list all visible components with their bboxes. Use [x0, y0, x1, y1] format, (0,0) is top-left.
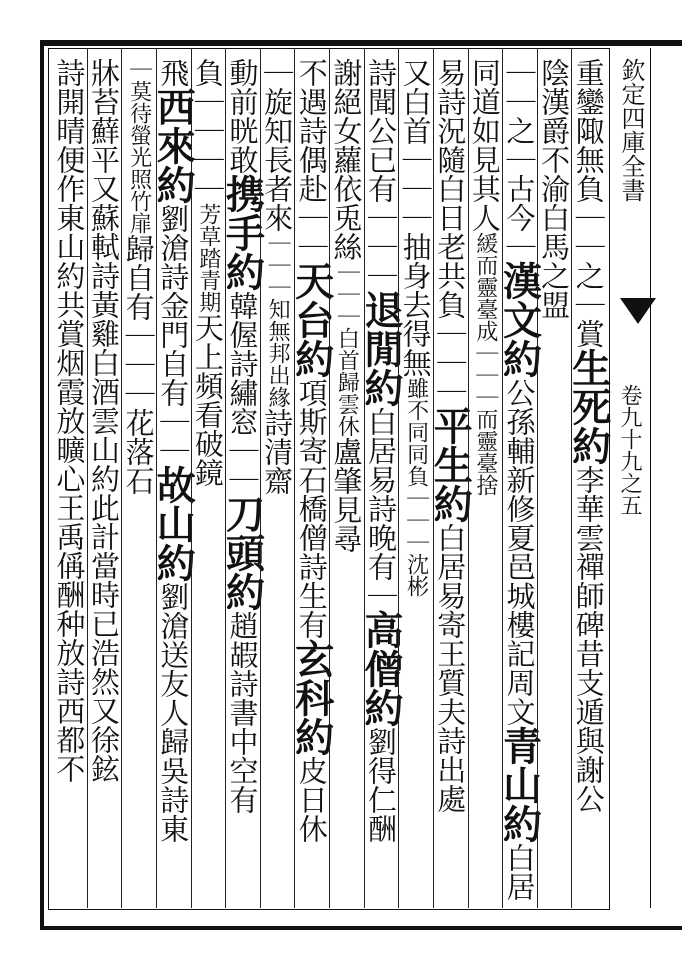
- text-run: 同道如見其人: [467, 58, 502, 232]
- text-run: 白居: [502, 843, 537, 901]
- text-run: ｜莫待螢光照竹扉: [126, 58, 152, 234]
- text-column: [357, 58, 404, 843]
- text-run: 緩而靈臺成｜｜｜而靈臺捨: [472, 232, 498, 496]
- column-rule: [433, 48, 434, 908]
- text-run: 白居易寄王質夫詩出處: [433, 523, 468, 813]
- entry-heading: 刀頭約: [219, 494, 266, 611]
- entry-heading: 西來約: [150, 87, 197, 204]
- text-run: 又白首｜｜｜抽身去得無: [398, 58, 433, 377]
- text-run: 雖不同同負｜｜｜沈彬: [403, 377, 429, 597]
- text-run: 詩聞公已有｜｜｜: [363, 58, 398, 290]
- column-rule: [121, 48, 122, 908]
- column-rule: [468, 48, 469, 908]
- column-rule: [329, 48, 330, 908]
- entry-heading: 退閒約: [357, 290, 404, 407]
- text-column: [121, 58, 157, 495]
- column-rule: [537, 48, 538, 908]
- text-run: 劉滄詩金門自有｜｜: [156, 204, 191, 465]
- text-run: 詩清齋: [260, 408, 295, 495]
- text-column: [427, 58, 474, 813]
- book-title: 欽定四庫全書: [617, 58, 645, 202]
- text-run: ｜｜｜知無邦出緣: [265, 232, 291, 408]
- text-run: ｜｜之｜古今｜: [502, 58, 537, 261]
- text-run: 不遇詩偶赴｜｜: [294, 58, 329, 261]
- entry-heading: 玄科約: [288, 639, 335, 756]
- entry-heading: 携手約: [219, 174, 266, 291]
- column-rule: [502, 48, 503, 908]
- text-run: 項斯寄石橋僧詩生有: [294, 378, 329, 639]
- text-run: 劉得仁酬: [363, 727, 398, 843]
- text-column: [51, 58, 87, 783]
- entry-heading: 天台約: [288, 261, 335, 378]
- text-run: 謝絕女蘿依兎絲: [329, 58, 364, 261]
- column-rule: [225, 48, 226, 908]
- entry-heading: 故山約: [150, 465, 197, 582]
- text-run: 易詩況隨白日老共負｜｜｜: [433, 58, 468, 406]
- text-run: 公孫輔新修夏邑城樓記周文: [502, 378, 537, 726]
- text-run: 趙嘏詩書中空有: [225, 611, 260, 814]
- column-rule: [398, 48, 399, 908]
- entry-heading: 漢文約: [496, 261, 543, 378]
- text-run: 白居易詩晚有｜: [363, 407, 398, 610]
- text-run: 飛: [156, 58, 191, 87]
- text-run: 陰漢爵不渝白馬之盟: [537, 58, 572, 319]
- text-run: 負｜｜｜｜: [190, 58, 225, 203]
- text-run: 天上頻看破鏡: [190, 313, 225, 487]
- text-column: [219, 58, 266, 814]
- entry-heading: 平生約: [427, 406, 474, 523]
- chapter-label: 卷九十九之五: [617, 384, 642, 516]
- text-column: [86, 58, 122, 783]
- text-run: 李華雲禪師碑昔支遁與謝公: [571, 465, 606, 813]
- column-rule: [87, 48, 88, 908]
- entry-heading: 青山約: [496, 726, 543, 843]
- column-rule: [260, 48, 261, 908]
- text-column: [150, 58, 197, 843]
- text-column: [288, 58, 335, 843]
- entry-heading: 高僧約: [357, 610, 404, 727]
- text-run: ｜旋知長者來: [260, 58, 295, 232]
- text-run: 詩開晴便作東山約共賞烟霞放曠心王禹偁酬种放詩西都不: [52, 58, 87, 783]
- column-rule: [156, 48, 157, 908]
- text-run: 劉滄送友人歸吳詩東: [156, 582, 191, 843]
- text-run: 盧肇見尋: [329, 437, 364, 553]
- text-run: 動前晄敢: [225, 58, 260, 174]
- text-run: 重鑾陬無負｜｜之｜賞: [571, 58, 606, 348]
- column-rule: [191, 48, 192, 908]
- text-column: [565, 58, 612, 813]
- text-run: 皮日休: [294, 756, 329, 843]
- column-rule: [364, 48, 365, 908]
- text-run: 芳草踏青期: [195, 203, 221, 313]
- column-rule: [571, 48, 572, 908]
- text-run: ｜｜｜白首歸雲休: [334, 261, 360, 437]
- margin-rule: [650, 48, 651, 908]
- entry-heading: 生死約: [565, 348, 612, 465]
- text-run: 歸自有｜｜｜花落石: [121, 234, 156, 495]
- text-run: 韓偓詩繡窓｜｜: [225, 291, 260, 494]
- text-column: [496, 58, 543, 901]
- text-run: 牀苔蘚平又蘇軾詩黃雞白酒雲山約此計當時已浩然又徐鉉: [86, 58, 121, 783]
- column-rule: [294, 48, 295, 908]
